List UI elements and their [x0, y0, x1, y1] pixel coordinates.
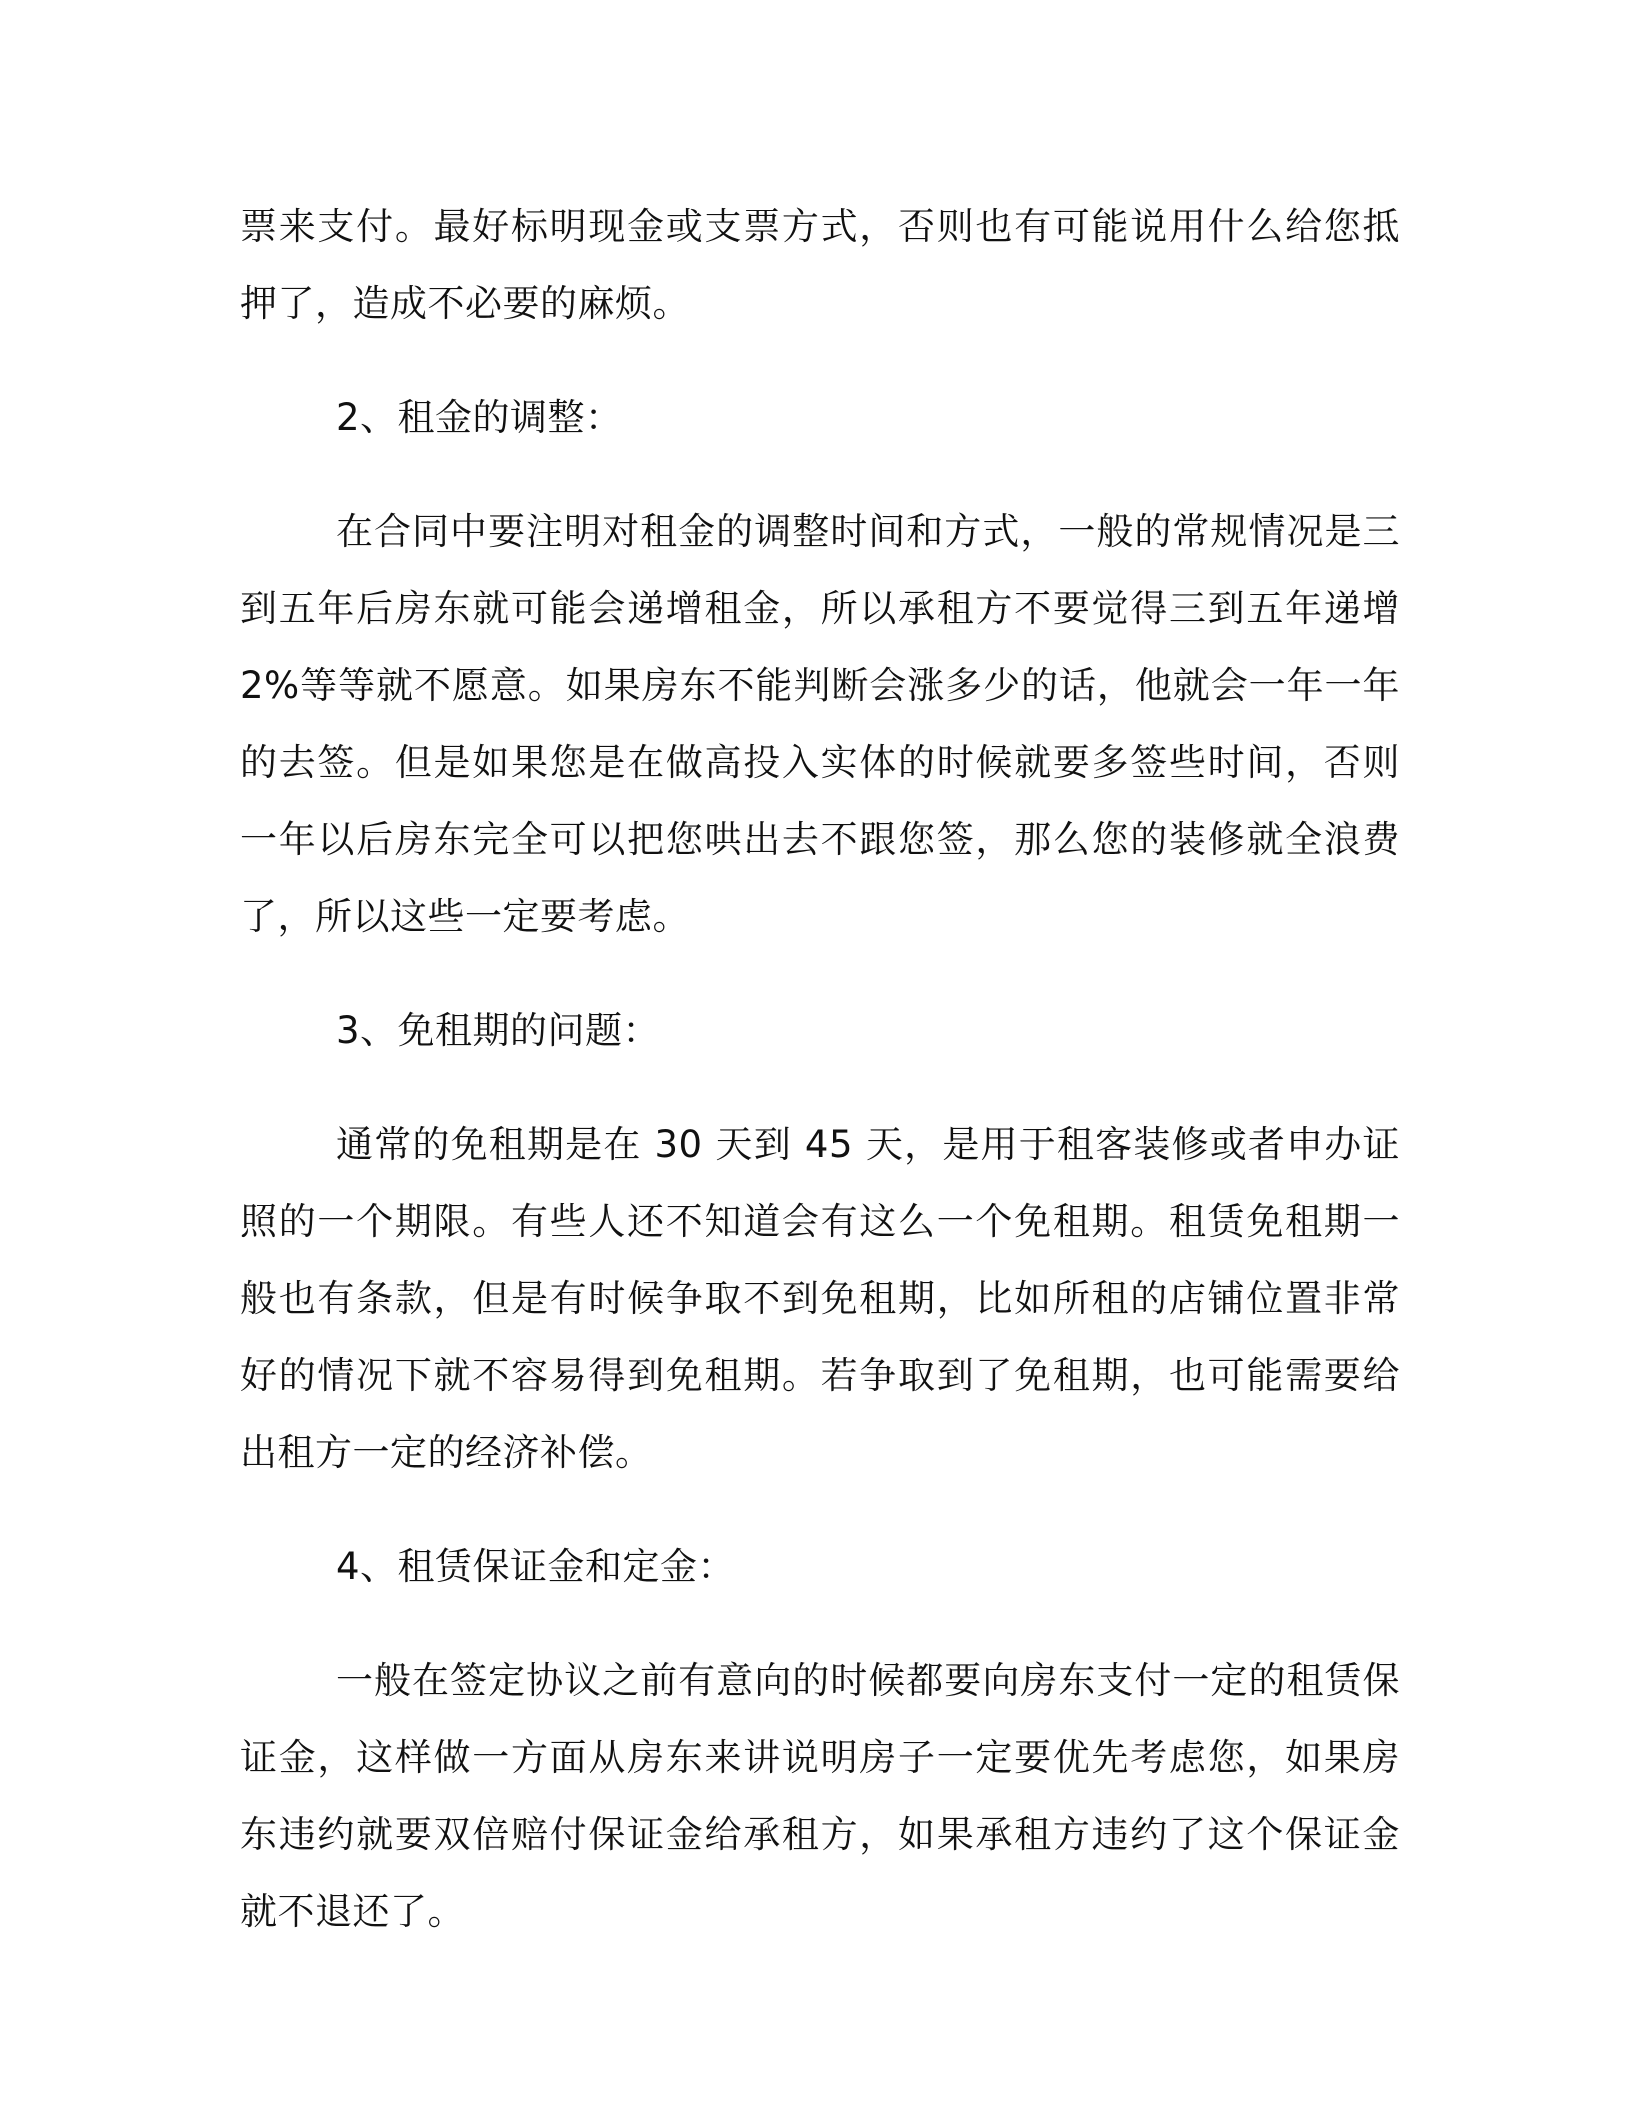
- paragraph-rent-free-period: 通常的免租期是在 30 天到 45 天，是用于租客装修或者申办证照的一个期限。有些人还不知道会有这么一个免租期。租赁免租期一般也有条款，但是有时候争取不到免租期，比如所租的店铺位置非常好的情况下就不容易得到免租期。若争取到了免租期，也可能需要给出租方一定的经济补偿。: [240, 1123, 1400, 1474]
- paragraph-deposit: 一般在签定协议之前有意向的时候都要向房东支付一定的租赁保证金，这样做一方面从房东来讲说明房子一定要优先考虑您，如果房东违约就要双倍赔付保证金给承租方，如果承租方违约了这个保证金就不退还了。: [240, 1659, 1400, 1933]
- heading-rent-free-period: 3、免租期的问题：: [336, 1009, 661, 1052]
- paragraph-rent-adjustment: 在合同中要注明对租金的调整时间和方式，一般的常规情况是三到五年后房东就可能会递增租金，所以承租方不要觉得三到五年递增2%等等就不愿意。如果房东不能判断会涨多少的话，他就会一年一年的去签。但是如果您是在做高投入实体的时候就要多签些时间，否则一年以后房东完全可以把您哄出去不跟您签，那么您的装修就全浪费了，所以这些一定要考虑。: [240, 510, 1400, 938]
- heading-rent-adjustment: 2、租金的调整：: [336, 396, 623, 439]
- paragraph-payment-continuation: 票来支付。最好标明现金或支票方式，否则也有可能说用什么给您抵押了，造成不必要的麻烦。: [240, 205, 1400, 325]
- heading-deposit: 4、租赁保证金和定金：: [336, 1545, 736, 1588]
- document-body: [240, 188, 1400, 1987]
